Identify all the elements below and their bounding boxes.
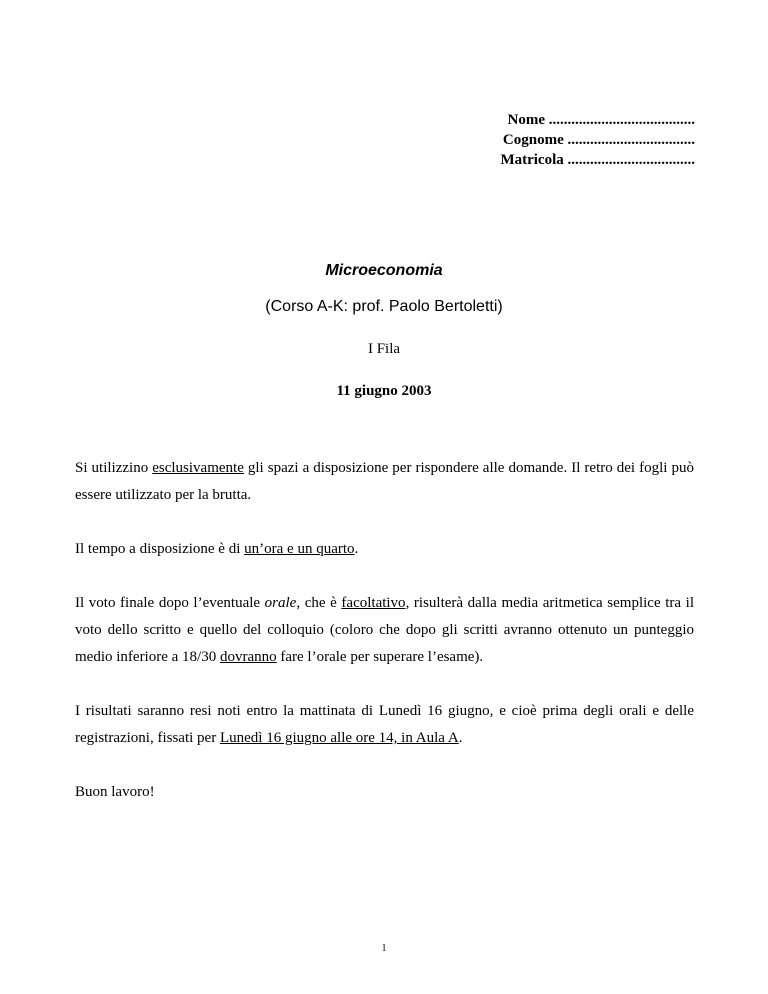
exam-date: 11 giugno 2003 bbox=[336, 383, 432, 399]
student-id-block bbox=[500, 110, 695, 170]
underlined-text: Lunedì 16 giugno alle ore 14, in Aula A bbox=[219, 730, 459, 746]
fila-label: I Fila bbox=[367, 341, 401, 357]
underlined-text: un’ora e un quarto bbox=[244, 541, 355, 557]
instruction-spaces: Si utilizzino esclusivamente gli spazi a disposizione per rispondere alle domande. Il retro dei fogli può essere utilizzato per la brutta. bbox=[75, 460, 694, 503]
underlined-text: dovranno bbox=[219, 649, 277, 665]
italic-text: orale bbox=[264, 595, 297, 611]
underlined-text: facoltativo bbox=[341, 595, 406, 611]
course-title: Microeconomia bbox=[325, 262, 443, 279]
instructions-body bbox=[75, 455, 694, 833]
closing-greeting: Buon lavoro! bbox=[75, 784, 155, 800]
matricola-field: Matricola .................................. bbox=[500, 152, 695, 168]
nome-field: Nome ....................................... bbox=[507, 112, 695, 128]
instruction-time: Il tempo a disposizione è di un’ora e un quarto. bbox=[75, 541, 359, 557]
instruction-grading: Il voto finale dopo l’eventuale orale, che è facoltativo, risulterà dalla media aritmetica semplice tra il voto dello scritto e quello del colloquio (coloro che dopo gli scritti avranno ottenuto un punteggio medio inferiore a 18/30 dovranno fare l’orale per superare l’esame). bbox=[75, 595, 694, 665]
underlined-text: esclusivamente bbox=[152, 460, 244, 476]
page-number: 1 bbox=[381, 943, 387, 954]
instruction-results: I risultati saranno resi noti entro la mattinata di Lunedì 16 giugno, e cioè prima degli orali e delle registrazioni, fissati per Lunedì 16 giugno alle ore 14, in Aula A. bbox=[75, 703, 694, 746]
cognome-field: Cognome .................................. bbox=[502, 132, 695, 148]
course-subtitle: (Corso A-K: prof. Paolo Bertoletti) bbox=[265, 298, 503, 315]
